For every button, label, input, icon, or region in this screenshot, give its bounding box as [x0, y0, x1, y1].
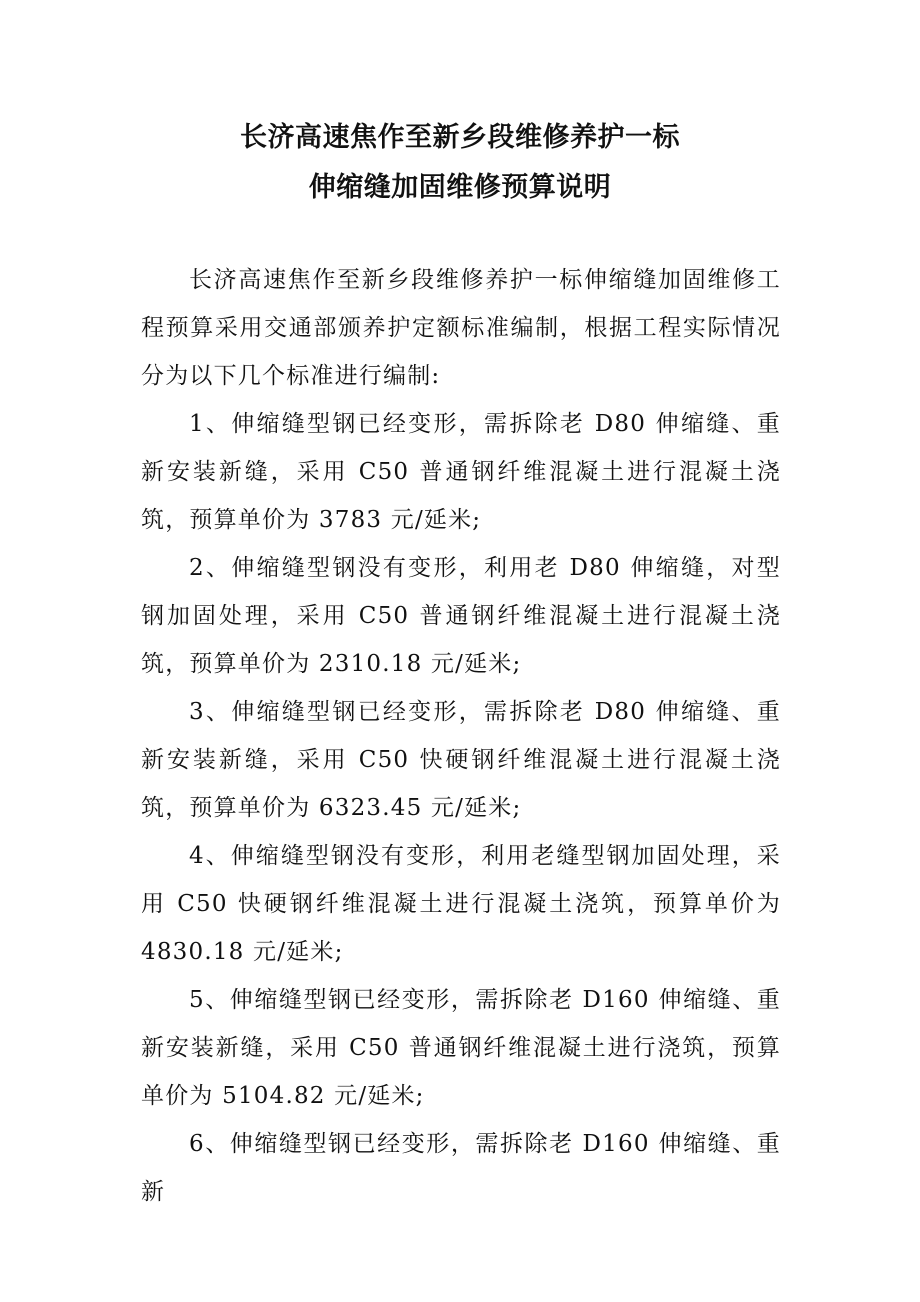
intro-paragraph: 长济高速焦作至新乡段维修养护一标伸缩缝加固维修工程预算采用交通部颁养护定额标准编制，根据工程实际情况分为以下几个标准进行编制: — [141, 267, 781, 389]
title-line-1: 长济高速焦作至新乡段维修养护一标 — [240, 122, 680, 153]
document-body — [141, 256, 781, 1216]
item-paragraph-5: 5、伸缩缝型钢已经变形，需拆除老 D160 伸缩缝、重新安装新缝，采用 C50 普通钢纤维混凝土进行浇筑，预算单价为 5104.82 元/延米; — [141, 987, 781, 1109]
title-line-2: 伸缩缝加固维修预算说明 — [308, 172, 612, 203]
item-paragraph-3: 3、伸缩缝型钢已经变形，需拆除老 D80 伸缩缝、重新安装新缝，采用 C50 快硬钢纤维混凝土进行混凝土浇筑，预算单价为 6323.45 元/延米; — [141, 699, 781, 821]
item-paragraph-4: 4、伸缩缝型钢没有变形，利用老缝型钢加固处理，采用 C50 快硬钢纤维混凝土进行混凝土浇筑，预算单价为 4830.18 元/延米; — [141, 843, 781, 965]
item-paragraph-6: 6、伸缩缝型钢已经变形，需拆除老 D160 伸缩缝、重新 — [141, 1131, 781, 1205]
item-paragraph-2: 2、伸缩缝型钢没有变形，利用老 D80 伸缩缝，对型钢加固处理，采用 C50 普通钢纤维混凝土进行混凝土浇筑，预算单价为 2310.18 元/延米; — [141, 555, 781, 677]
item-paragraph-1: 1、伸缩缝型钢已经变形，需拆除老 D80 伸缩缝、重新安装新缝，采用 C50 普通钢纤维混凝土进行混凝土浇筑，预算单价为 3783 元/延米; — [141, 411, 781, 533]
document-title — [0, 113, 920, 213]
